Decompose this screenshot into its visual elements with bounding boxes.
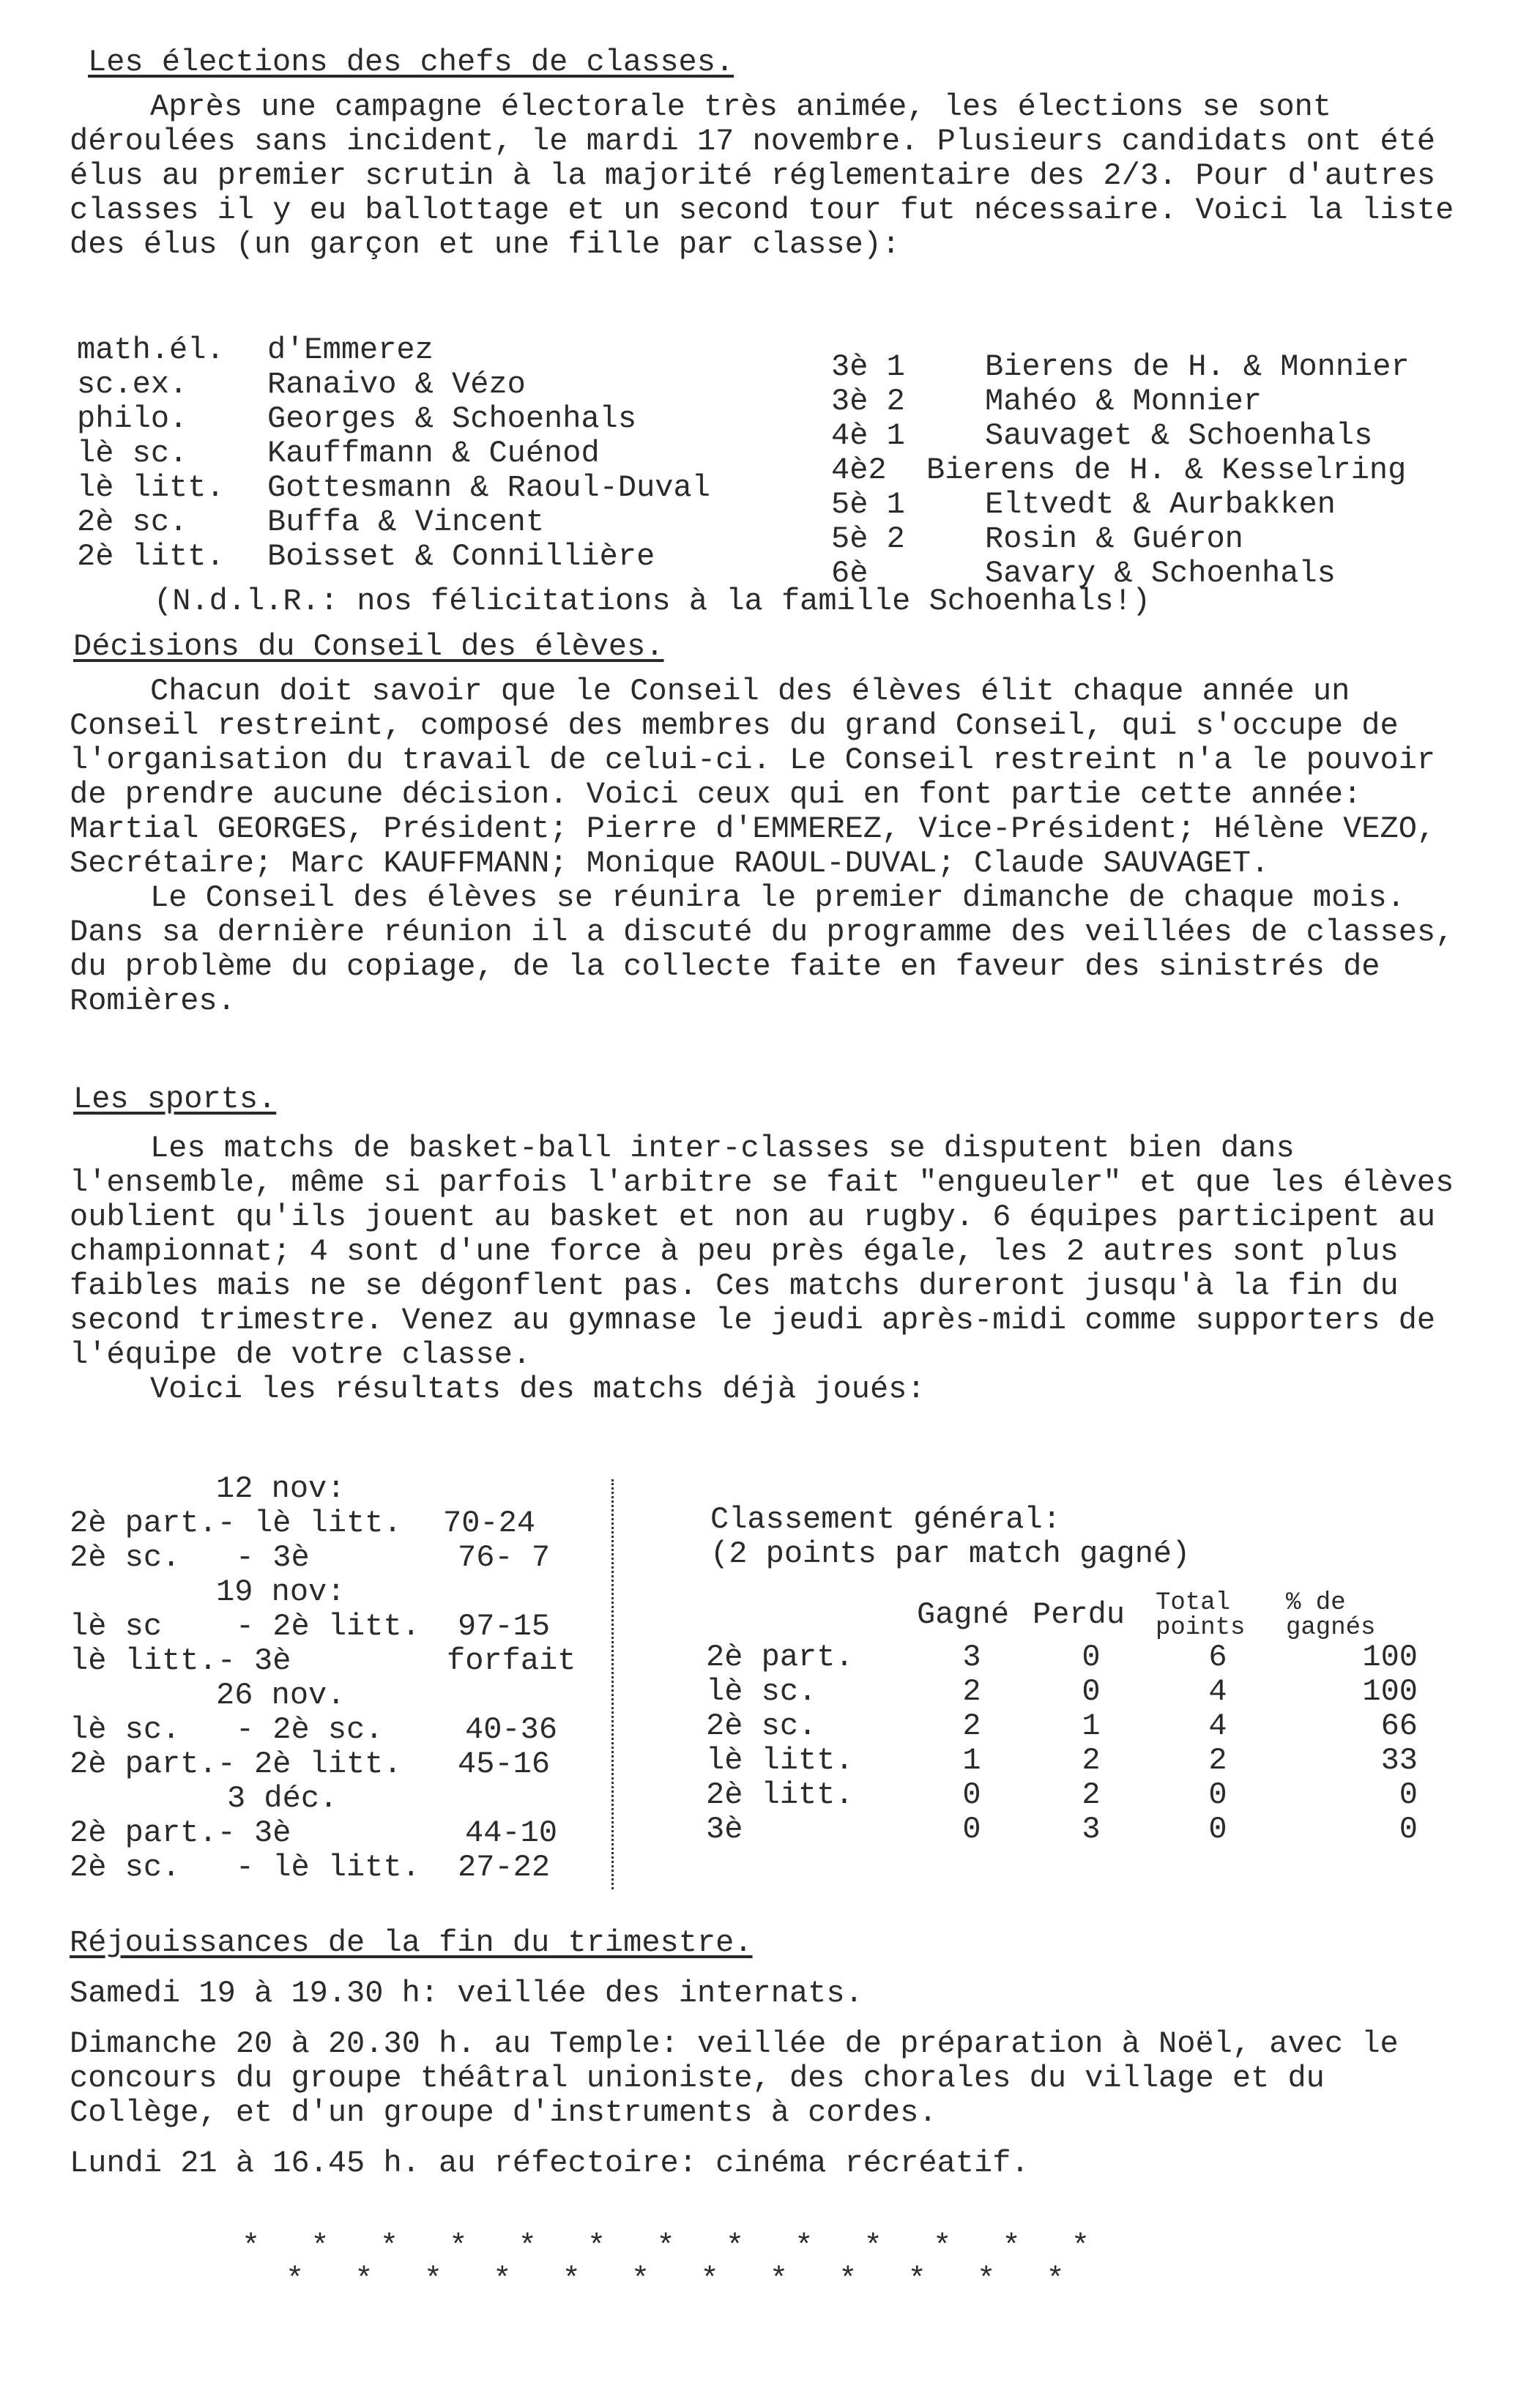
list-item: philo. Georges & Schoenhals [77,401,637,437]
column-header: Perdu [1033,1597,1126,1633]
standings-table [703,1591,1421,1847]
list-item: 5è 1 Eltvedt & Aurbakken [831,487,1336,523]
list-item: sc.ex. Ranaivo & Vézo [77,367,526,403]
list-item: 4è2 Bierens de H. & Kesselring [831,453,1407,488]
column-header: Total points [1156,1589,1246,1642]
sports-paragraph-2: Voici les résultats des matchs déjà joués: [150,1372,926,1408]
sports-paragraph-1: Les matchs de basket-ball inter-classes se disputent bien dans l'ensemble, même si parfois l'arbitre se fait "engueuler" et que les élèves oublient qu'ils jouent au basket et non au rugby. 6 équipes participent au championnat; 4 sont d'une force à peu près égale, les 2 autres sont plus faibles mais ne se dégonflent pas. Ces matchs dureront jusqu'à la fin du second trimestre. Venez au gymnase le jeudi après-midi comme supporters de l'équipe de votre classe. [70,1131,1454,1373]
event-item: Dimanche 20 à 20.30 h. au Temple: veillée de préparation à Noël, avec le concours du groupe théâtral unioniste, des chorales du village et du Collège, et d'un groupe d'instruments à cordes. [70,2026,1399,2131]
section-sports [70,1082,1483,1407]
elus-left-list [77,333,710,574]
table-row: lè sc - 2è litt. 97-15 [70,1609,551,1645]
list-item: 4è 1 Sauvaget & Schoenhals [831,418,1373,454]
table-header-row [703,1591,1421,1640]
section-conseil [70,630,1483,1019]
column-separator [611,1479,618,1889]
classement-header [710,1503,1190,1572]
table-row: lè litt.- 3è forfait [70,1643,576,1679]
sports-heading: Les sports. [73,1082,277,1117]
table-row: 2è sc. - 3è 76- 7 [70,1540,551,1576]
section-elections [70,45,1483,262]
table-row: lè sc. - 2è sc. 40-36 [70,1712,558,1748]
table-row: 3è 0 3 0 0 [706,1812,1418,1848]
conseil-heading: Décisions du Conseil des élèves. [73,629,664,664]
section-rejouissances [70,1926,1483,2181]
decorative-stars-line-1: * * * * * * * * * * * * * [242,2229,1106,2264]
list-item: 3è 2 Mahéo & Monnier [831,384,1262,420]
classement-subtitle: (2 points par match gagné) [710,1536,1191,1572]
classement-title: Classement général: [710,1502,1061,1537]
list-item: 3 déc. [227,1781,338,1817]
elections-paragraph: Après une campagne électorale très animée, les élections se sont déroulées sans incident, le mardi 17 novembre. Plusieurs candidats ont été élus au premier scrutin à la majorité réglementaire des 2/3. Pour d'autres classes il y eu ballottage et un second tour fut nécessaire. Voici la liste des élus (un garçon et une fille par classe): [70,89,1454,263]
conseil-paragraph-1: Chacun doit savoir que le Conseil des élèves élit chaque année un Conseil restreint, composé des membres du grand Conseil, qui s'occupe de l'organisation du travail de celui-ci. Le Conseil restreint n'a le pouvoir de prendre aucune décision. Voici ceux qui en font partie cette année: Martial GEORGES, Président; Pierre d'EMMEREZ, Vice-Président; Hélène VEZO, Secrétaire; Marc KAUFFMANN; Monique RAOUL-DUVAL; Claude SAUVAGET. [70,674,1436,882]
list-item: 6è Savary & Schoenhals [831,556,1336,592]
list-item: 26 nov. [216,1678,346,1714]
match-results [70,1472,576,1885]
event-item: Lundi 21 à 16.45 h. au réfectoire: cinéma récréatif. [70,2146,1030,2182]
column-header: % de gagnés [1286,1589,1376,1642]
list-item: 3è 1 Bierens de H. & Monnier [831,349,1410,384]
elections-note: (N.d.l.R.: nos félicitations à la famille Schoenhals!) [154,584,1151,619]
table-row: 2è part.- 3è 44-10 [70,1815,558,1851]
table-row: 2è part.- lè litt. 70-24 [70,1506,536,1542]
list-item: 5è 2 Rosin & Guéron [831,521,1243,557]
list-item: lè litt. Gottesmann & Raoul-Duval [77,470,710,506]
table-row: 2è sc. - lè litt. 27-22 [70,1850,551,1886]
rejouissances-heading: Réjouissances de la fin du trimestre. [70,1925,753,1960]
table-row: 2è part.- 2è litt. 45-16 [70,1747,551,1782]
list-item: math.él. d'Emmerez [77,332,434,368]
conseil-paragraph-2: Le Conseil des élèves se réunira le premier dimanche de chaque mois. Dans sa dernière réunion il a discuté du programme des veillées de classes, du problème du copiage, de la collecte faite en faveur des sinistrés de Romières. [70,880,1454,1019]
table-row: lè litt. 1 2 2 33 [706,1743,1418,1779]
list-item: 2è litt. Boisset & Connillière [77,539,655,575]
decorative-stars-line-2: * * * * * * * * * * * * [286,2262,1081,2297]
elus-right-list [831,350,1410,591]
table-row: 2è sc. 2 1 4 66 [706,1708,1418,1744]
table-row: 2è litt. 0 2 0 0 [706,1777,1418,1813]
elections-heading: Les élections des chefs de classes. [88,45,734,80]
list-item: 19 nov: [216,1574,346,1610]
column-header: Gagné [917,1597,1010,1633]
event-item: Samedi 19 à 19.30 h: veillée des internats. [70,1976,863,2012]
list-item: lè sc. Kauffmann & Cuénod [77,436,600,472]
list-item: 12 nov: [216,1471,346,1506]
table-row: lè sc. 2 0 4 100 [706,1674,1418,1710]
table-row: 2è part. 3 0 6 100 [706,1640,1418,1675]
list-item: 2è sc. Buffa & Vincent [77,505,545,540]
